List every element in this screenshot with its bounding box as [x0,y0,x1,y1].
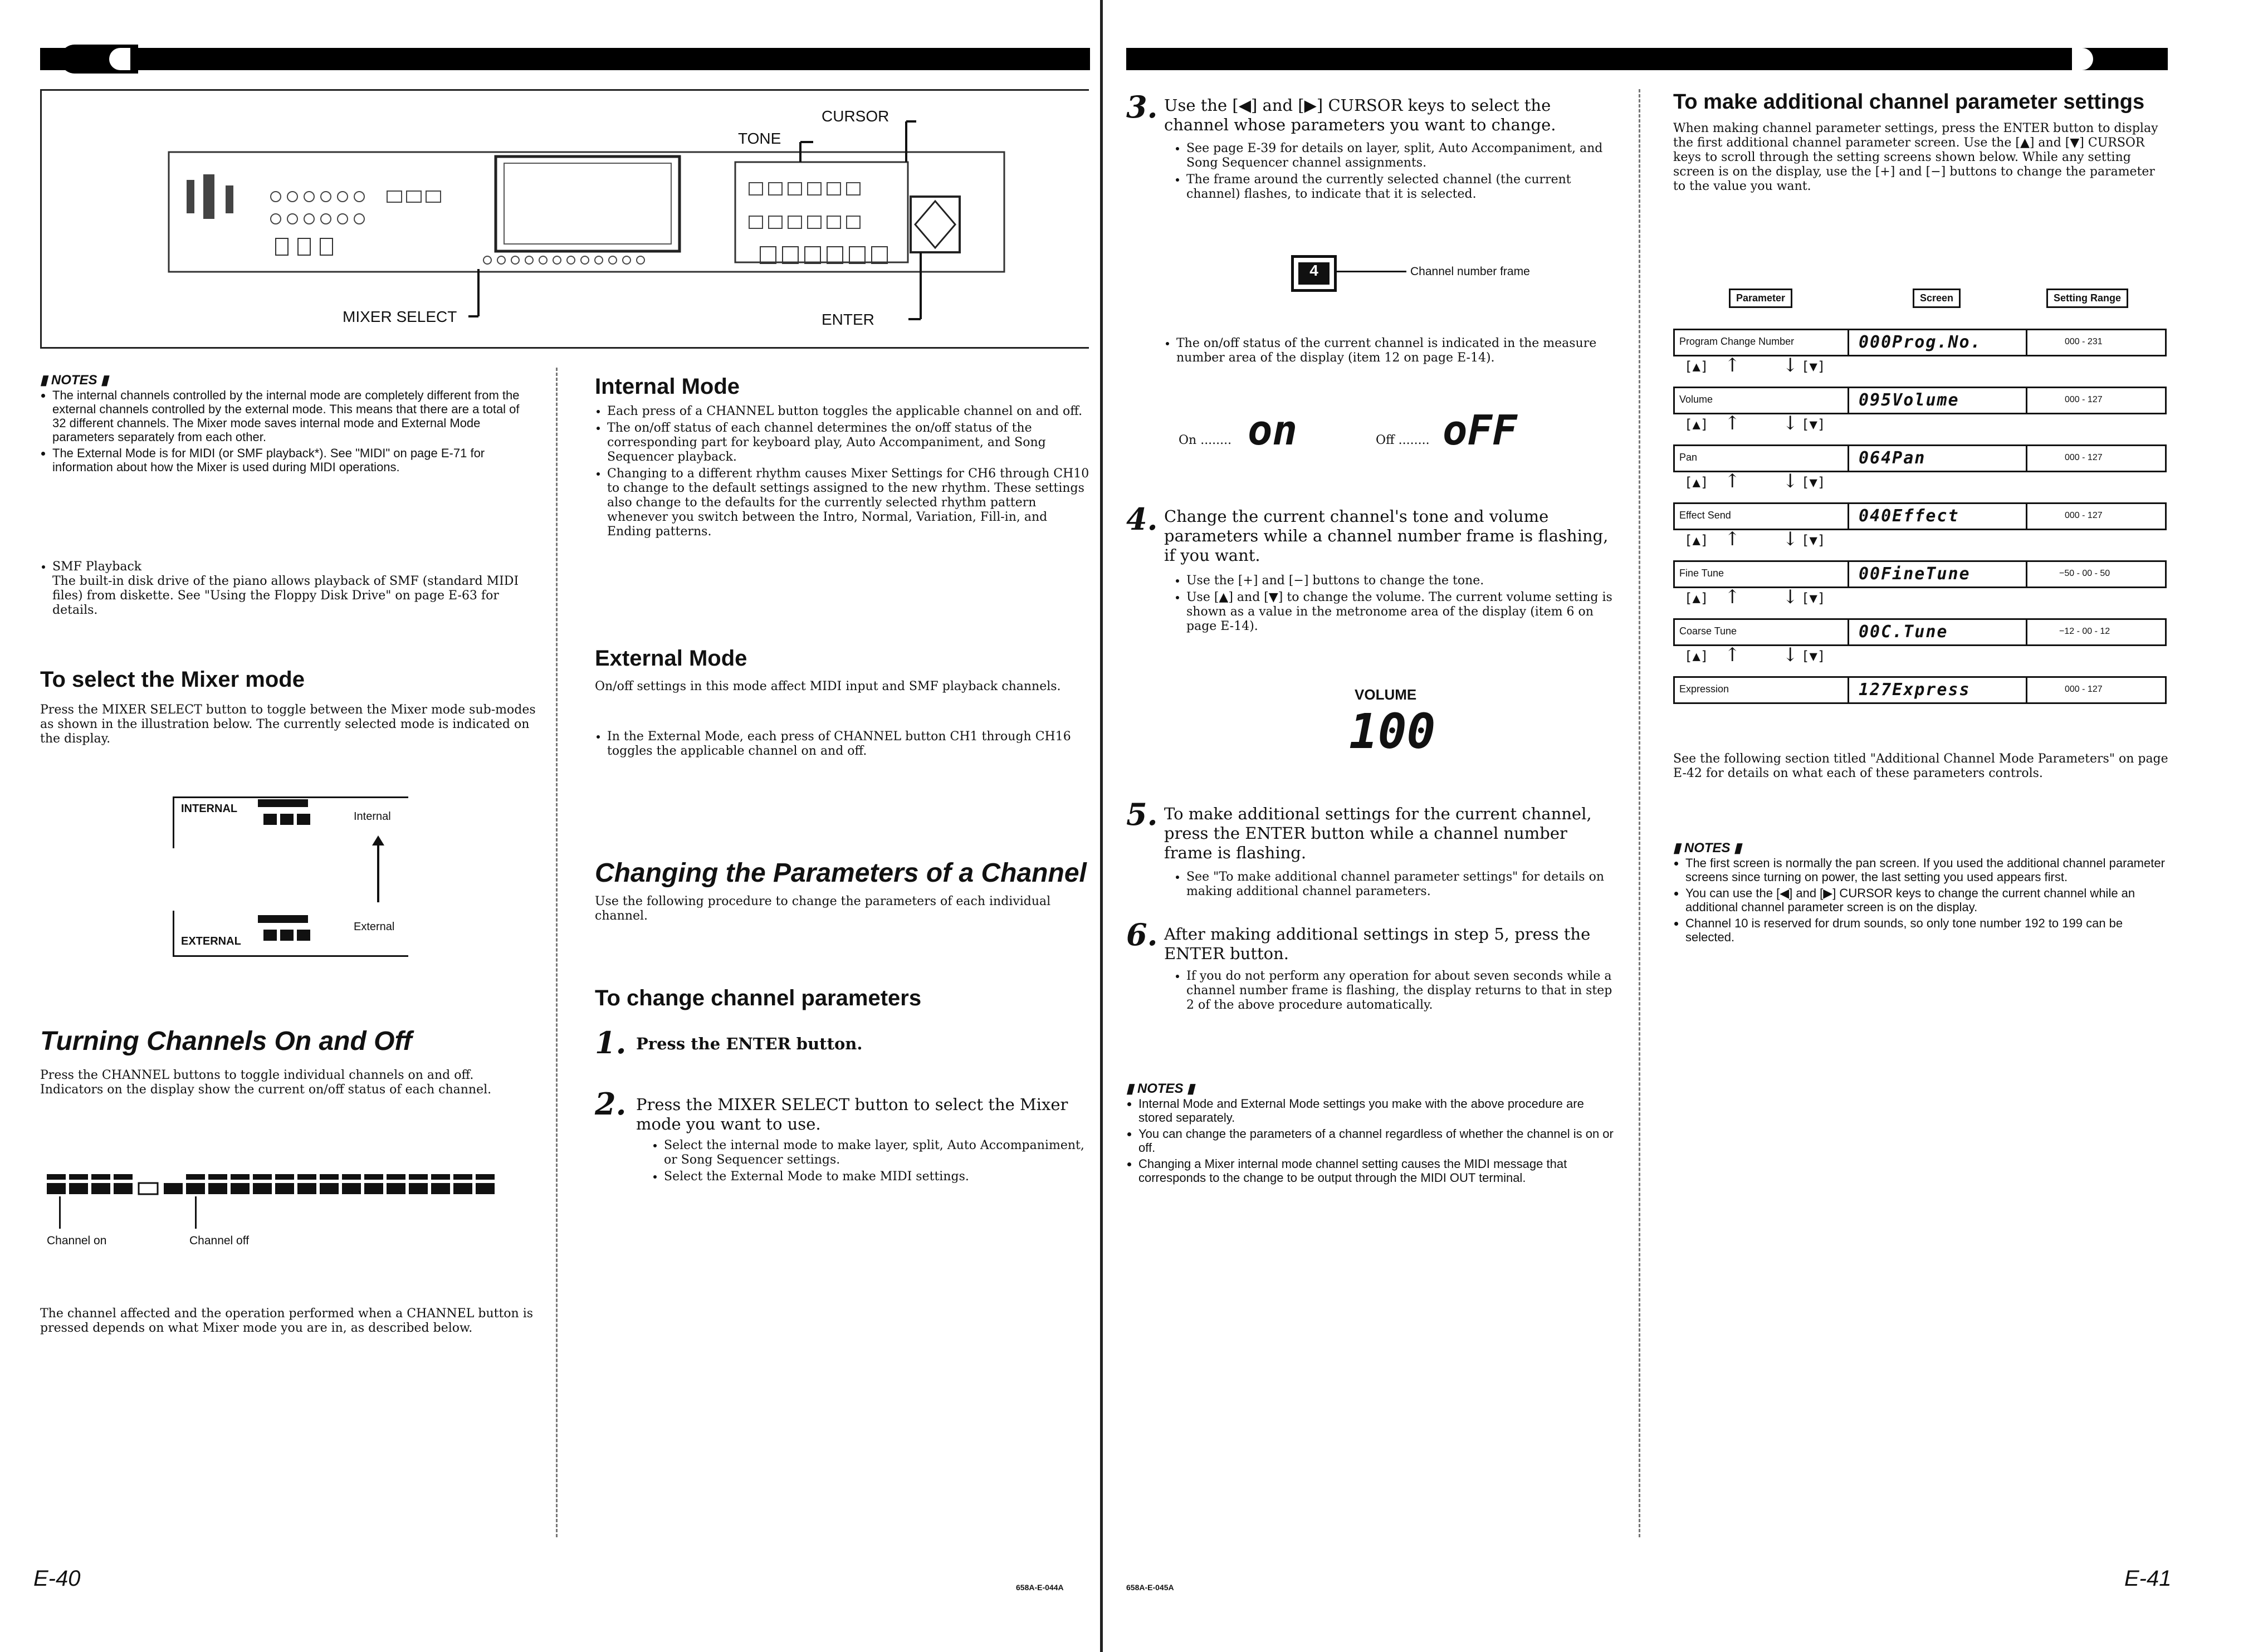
volume-label: VOLUME [1355,686,1417,703]
param-name: Coarse Tune [1679,625,1737,637]
changing-heading: Changing the Parameters of a Channel [595,858,1087,888]
down-key-label: [▼] [1801,359,1826,374]
on-display: on [1248,407,1298,454]
notes-1-item: • The internal channels controlled by the internal mode are completely different from the external channels controlled by the external mode. This means that there are a total of 32 different channels. The Mixer mode saves internal mode and External Mode parameters separately from each other. [52,388,536,444]
arrow-down-icon: ↓ [1782,586,1798,608]
external-mode-text: On/off settings in this mode affect MIDI input and SMF playback channels. [595,680,1061,693]
notes-3: ▮ NOTES ▮ • The first screen is normally the pan screen. If you used the additional channel parameter screens since turning on power, the last setting you used appears first. • You can use the [◀] and [▶] CURSOR keys to change the current channel while an additional channel parameter screen is on the display. • Channel 10 is reserved for drum sounds, so only tone number 192 to 199 can be selected. [1673,840,2169,946]
notes-2-item: • Internal Mode and External Mode settings you make with the above procedure are stored separately. [1138,1097,1616,1125]
step-3-note-text: • The on/off status of the current channel is indicated in the measure number area of the display (item 12 on page E-14). [1176,336,1621,365]
smf-title: • SMF Playback [52,560,142,574]
step-4-number: 4. [1126,501,1158,537]
param-row [1673,560,2167,588]
parameter-table [1673,283,2174,706]
notes-2-item: • Changing a Mixer internal mode channel setting causes the MIDI message that corresponds to the change to be output through the MIDI OUT terminal. [1138,1157,1616,1185]
internal-mode-heading: Internal Mode [595,374,740,399]
param-name: Expression [1679,683,1729,695]
notes-icon: ▮ [1673,840,1684,856]
notes-3-item: • You can use the [◀] and [▶] CURSOR keys to change the current channel while an additional channel parameter screen is on the display. [1685,886,2169,914]
param-screen: 000Prog.No. [1859,333,1982,352]
turning-text: Press the CHANNEL buttons to toggle individual channels on and off. Indicators on the display show the current on/off status of each channel. [40,1068,492,1097]
indicator-block [297,930,310,941]
panel-illustration [40,89,1089,349]
notes-2-heading: NOTES [1137,1081,1184,1096]
step-1-text: Press the ENTER button. [636,1034,863,1053]
down-key-label: [▼] [1801,590,1826,606]
indicator-block [280,814,294,825]
step-2-number: 2. [595,1086,627,1122]
external-mode-list [595,730,1091,761]
arrow-up-icon [372,835,384,845]
arrow-up-icon: ↑ [1724,412,1741,434]
notes-icon: ▮ [1126,1081,1137,1096]
param-range: 000 - 127 [2065,395,2103,404]
param-range: −50 - 00 - 50 [2059,569,2110,578]
additional-footer: See the following section titled "Additional Channel Mode Parameters" on page E-42 for details on what each of these parameters controls. [1673,752,2168,780]
param-row [1673,329,2167,356]
column-divider-left [556,368,558,1537]
page-number-left: E-40 [33,1566,81,1591]
param-name: Program Change Number [1679,336,1795,347]
step-2-text: Press the MIXER SELECT button to select the Mixer mode you want to use. [636,1095,1068,1133]
right-header-bar [1126,48,2168,70]
param-range: 000 - 127 [2065,453,2103,462]
notes-1-heading: NOTES [51,373,97,388]
internal-mode-item: • The on/off status of each channel determines the on/off status of the corresponding part for keyboard play, Auto Accompaniment, and Song Sequencer playback. [607,421,1091,465]
left-header-bar [40,48,1090,70]
col-screen: Screen [1913,289,1961,308]
channel-on-pointer [59,1196,61,1229]
step-3-text: Use the [◀] and [▶] CURSOR keys to select the channel whose parameters you want to change. [1164,96,1556,134]
additional-heading: To make additional channel parameter settings [1673,90,2145,114]
param-screen: 095Volume [1859,390,1959,410]
step-6-text: After making additional settings in step 5, press the ENTER button. [1164,925,1591,963]
internal-mode-item: • Each press of a CHANNEL button toggles the applicable channel on and off. [607,404,1091,419]
notes-3-heading: NOTES [1684,840,1731,856]
off-display: oFF [1443,407,1517,454]
volume-display: 100 [1349,704,1436,760]
up-key-label: [▲] [1684,417,1709,432]
arrow-up-icon: ↑ [1724,528,1741,550]
notes-2: ▮ NOTES ▮ • Internal Mode and External Mode settings you make with the above procedure are stored separately. • You can change the parameters of a channel regardless of whether the channel is on or off. • Changing a Mixer internal mode channel setting causes the MIDI message that corresponds to the change to be output through the MIDI OUT terminal. [1126,1081,1616,1187]
param-name: Pan [1679,452,1698,463]
indicator-block [263,930,277,941]
param-screen: 040Effect [1859,506,1959,526]
column-divider-right [1639,89,1640,1537]
on-label: On ........ [1179,433,1232,447]
step-3-number: 3. [1126,89,1158,125]
toggle-arrow-line [377,841,379,902]
notes-1: ▮ NOTES ▮ • The internal channels controlled by the internal mode are completely different from the external channels controlled by the external mode. This means that there are a total of 32 different channels. The Mixer mode saves internal mode and External Mode parameters separately from each other. • The External Mode is for MIDI (or SMF playback*). See "MIDI" on page E-71 for information about how the Mixer is used during MIDI operations. [40,372,536,476]
param-row [1673,618,2167,646]
indicator-bar [258,799,308,807]
param-screen: 064Pan [1859,448,1926,468]
internal-label: Internal [354,810,391,823]
notes-icon: ▮ [40,373,51,388]
arrow-down-icon: ↓ [1782,412,1798,434]
step-4-text: Change the current channel's tone and volume parameters while a channel number frame is flashing, if you want. [1164,507,1609,565]
turning-heading: Turning Channels On and Off [40,1027,412,1056]
smf-text: The built-in disk drive of the piano allows playback of SMF (standard MIDI files) from diskette. See "Using the Floppy Disk Drive" on page E-63 for details. [52,574,519,617]
step-3-item: • The frame around the currently selected channel (the current channel) flashes, to indicate that it is selected. [1186,173,1620,202]
external-display [173,911,408,957]
step-4-item: • Use the [+] and [−] buttons to change the tone. [1186,574,1620,588]
step-5-text: To make additional settings for the current channel, press the ENTER button while a channel number frame is flashing. [1164,804,1592,862]
arrow-up-icon: ↑ [1724,644,1741,666]
step-2-item: • Select the External Mode to make MIDI settings. [664,1170,1086,1184]
arrow-up-icon: ↑ [1724,586,1741,608]
select-mixer-heading: To select the Mixer mode [40,667,305,692]
step-4-item: • Use [▲] and [▼] to change the volume. The current volume setting is shown as a value in the metronome area of the display (item 6 on page E-14). [1186,590,1620,634]
indicator-block [297,814,310,825]
external-mode-heading: External Mode [595,646,747,671]
param-name: Fine Tune [1679,568,1724,579]
arrow-up-icon: ↑ [1724,470,1741,492]
param-name: Volume [1679,394,1713,405]
param-row [1673,387,2167,414]
channel-on-label: Channel on [47,1234,107,1247]
panel-label-tone: TONE [738,130,781,147]
smf-note [40,560,536,620]
up-key-label: [▲] [1684,648,1709,664]
internal-mode-item: • Changing to a different rhythm causes Mixer Settings for CH6 through CH10 to change to the default settings assigned to the new rhythm. These settings also change to the defaults for the currently selected rhythm pattern whenever you switch between the Intro, Normal, Variation, Fill-in, and Ending patterns. [607,467,1091,539]
param-range: 000 - 231 [2065,337,2103,346]
frame-label: Channel number frame [1410,265,1530,278]
up-key-label: [▲] [1684,475,1709,490]
panel-label-mixer-select: MIXER SELECT [343,308,457,325]
indicator-block [263,814,277,825]
internal-mode-list [595,404,1091,541]
step-3-note [1164,336,1621,368]
channel-indicators [47,1174,515,1196]
indicator-block [280,930,294,941]
param-row [1673,444,2167,472]
notes-3-item: • Channel 10 is reserved for drum sounds, so only tone number 192 to 199 can be selected. [1685,916,2169,944]
off-label: Off ........ [1376,433,1430,447]
step-5-number: 5. [1126,796,1158,832]
notes-3-item: • The first screen is normally the pan screen. If you used the additional channel parameter screens since turning on power, the last setting you used appears first. [1685,856,2169,884]
internal-badge: INTERNAL [181,803,238,815]
left-header-notch [109,48,130,70]
additional-text: When making channel parameter settings, press the ENTER button to display the first additional channel parameter screen. Use the [▲] and [▼] CURSOR keys to scroll through the setting screens shown below. While any setting screen is on the display, use the [+] and [−] buttons to change the parameter to the value you want. [1673,121,2158,193]
down-key-label: [▼] [1801,648,1826,664]
col-range: Setting Range [2046,289,2128,308]
down-key-label: [▼] [1801,475,1826,490]
external-badge: EXTERNAL [181,935,241,947]
param-name: Effect Send [1679,510,1731,521]
turning-footer-text: The channel affected and the operation performed when a CHANNEL button is pressed depends on what Mixer mode you are in, as described below. [40,1307,534,1335]
arrow-down-icon: ↓ [1782,470,1798,492]
step-3-list [1174,141,1620,204]
frame-pointer [1334,271,1406,272]
up-key-label: [▲] [1684,590,1709,606]
param-screen: 00C.Tune [1859,622,1948,642]
page-code-left: 658A-E-044A [1016,1583,1064,1592]
indicator-bar [258,915,308,923]
step-2-list [652,1138,1086,1186]
param-row [1673,676,2167,704]
arrow-down-icon: ↓ [1782,354,1798,377]
up-key-label: [▲] [1684,359,1709,374]
to-change-heading: To change channel parameters [595,986,922,1010]
channel-off-label: Channel off [189,1234,250,1247]
step-3-item: • See page E-39 for details on layer, split, Auto Accompaniment, and Song Sequencer channel assignments. [1186,141,1620,170]
param-screen: 00FineTune [1859,564,1971,584]
page-gutter [1100,0,1103,1652]
channel-off-pointer [195,1196,197,1229]
step-6-item: • If you do not perform any operation for about seven seconds while a channel number frame is flashing, the display returns to that in step 2 of the above procedure automatically. [1186,969,1620,1013]
param-screen: 127Express [1859,680,1971,700]
frame-digit: 4 [1298,262,1330,285]
arrow-up-icon: ↑ [1724,354,1741,377]
step-5-item: • See "To make additional channel parameter settings" for details on making additional channel parameters. [1186,870,1620,899]
param-row [1673,502,2167,530]
external-mode-item: • In the External Mode, each press of CHANNEL button CH1 through CH16 toggles the applicable channel on and off. [607,730,1091,759]
down-key-label: [▼] [1801,532,1826,548]
param-range: 000 - 127 [2065,511,2103,520]
page-number-right: E-41 [2124,1566,2172,1591]
changing-text: Use the following procedure to change the parameters of each individual channel. [595,895,1051,923]
channel-number-frame [1291,255,1337,292]
step-2-item: • Select the internal mode to make layer, split, Auto Accompaniment, or Song Sequencer settings. [664,1138,1086,1167]
panel-label-enter: ENTER [822,311,874,328]
step-1-number: 1. [595,1025,627,1060]
step-6-number: 6. [1126,917,1158,952]
step-6-list [1174,969,1620,1015]
up-key-label: [▲] [1684,532,1709,548]
down-key-label: [▼] [1801,417,1826,432]
step-4-list [1174,574,1620,636]
param-range: 000 - 127 [2065,685,2103,694]
step-5-list [1174,870,1620,901]
notes-1-item: • The External Mode is for MIDI (or SMF playback*). See "MIDI" on page E-71 for information about how the Mixer is used during MIDI operations. [52,446,536,474]
col-parameter: Parameter [1729,289,1792,308]
arrow-down-icon: ↓ [1782,528,1798,550]
external-label: External [354,921,395,933]
arrow-down-icon: ↓ [1782,644,1798,666]
select-mixer-text: Press the MIXER SELECT button to toggle between the Mixer mode sub-modes as shown in the illustration below. The currently selected mode is indicated on the display. [40,703,536,746]
param-range: −12 - 00 - 12 [2059,627,2110,636]
notes-2-item: • You can change the parameters of a channel regardless of whether the channel is on or off. [1138,1127,1616,1155]
panel-label-cursor: CURSOR [822,107,889,125]
page-code-right: 658A-E-045A [1126,1583,1174,1592]
